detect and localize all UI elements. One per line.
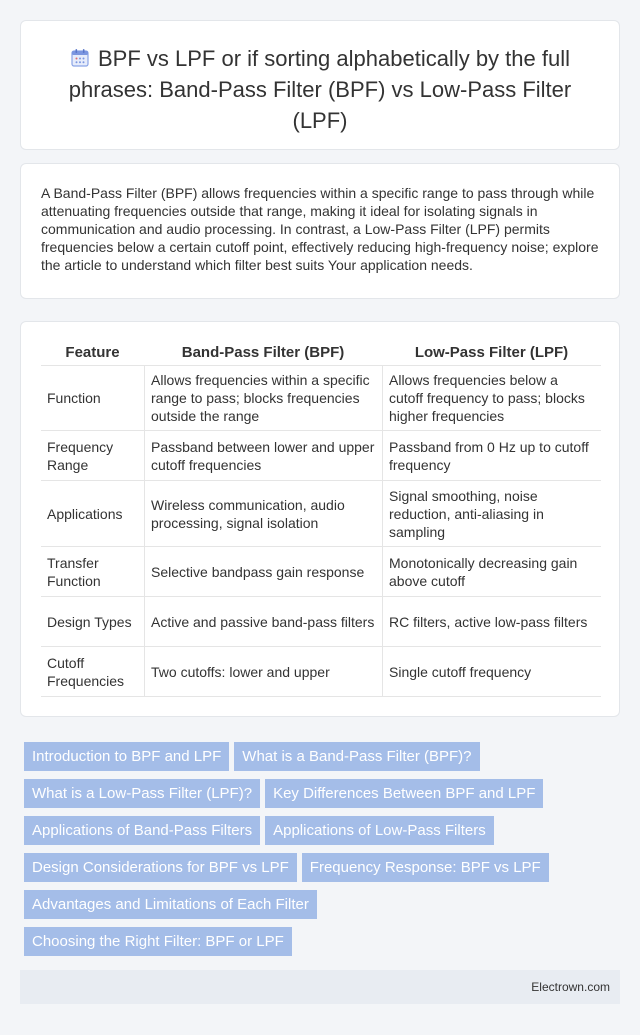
table-cell-bpf: Two cutoffs: lower and upper — [144, 647, 382, 697]
table-row — [41, 647, 601, 697]
table-cell-lpf: Passband from 0 Hz up to cutoff frequency — [382, 431, 601, 481]
table-row — [41, 597, 601, 647]
link-advantages-limitations[interactable]: Advantages and Limitations of Each Filter — [24, 890, 317, 919]
table-header: Feature — [41, 338, 144, 366]
table-cell-bpf: Passband between lower and upper cutoff frequencies — [144, 431, 382, 481]
intro-card — [20, 163, 620, 299]
page-title-text: BPF vs LPF or if sorting alphabetically by the full phrases: Band-Pass Filter (BPF) vs Low-Pass Filter (LPF) — [68, 46, 572, 133]
table-header-row — [41, 338, 601, 366]
comparison-table-card — [20, 321, 620, 717]
table-row — [41, 366, 601, 431]
intro-paragraph: A Band-Pass Filter (BPF) allows frequencies within a specific range to pass through while attenuating frequencies outside that range, making it ideal for isolating signals in communication and audio processing. In contrast, a Low-Pass Filter (LPF) permits frequencies below a certain cutoff point, effectively reducing high-frequency noise; explore the article to understand which filter best suits Your application needs. — [41, 185, 599, 273]
calendar-icon — [70, 45, 90, 65]
title-card — [20, 20, 620, 150]
table-row — [41, 481, 601, 547]
table-cell-feature: Applications — [41, 481, 144, 547]
comparison-table — [41, 338, 601, 697]
link-applications-bpf[interactable]: Applications of Band-Pass Filters — [24, 816, 260, 845]
table-cell-lpf: RC filters, active low-pass filters — [382, 597, 601, 647]
table-cell-bpf: Wireless communication, audio processing, signal isolation — [144, 481, 382, 547]
footer — [20, 970, 620, 1004]
link-applications-lpf[interactable]: Applications of Low-Pass Filters — [265, 816, 494, 845]
link-key-differences[interactable]: Key Differences Between BPF and LPF — [265, 779, 543, 808]
table-cell-lpf: Signal smoothing, noise reduction, anti-aliasing in sampling — [382, 481, 601, 547]
table-cell-lpf: Allows frequencies below a cutoff frequency to pass; blocks higher frequencies — [382, 366, 601, 431]
link-what-is-bpf[interactable]: What is a Band-Pass Filter (BPF)? — [234, 742, 479, 771]
table-cell-feature: Frequency Range — [41, 431, 144, 481]
footer-brand[interactable]: Electrown.com — [531, 980, 610, 994]
table-cell-bpf: Active and passive band-pass filters — [144, 597, 382, 647]
link-frequency-response[interactable]: Frequency Response: BPF vs LPF — [302, 853, 549, 882]
table-cell-feature: Function — [41, 366, 144, 431]
table-row — [41, 547, 601, 597]
table-cell-feature: Design Types — [41, 597, 144, 647]
page-title — [51, 43, 589, 136]
table-cell-feature: Cutoff Frequencies — [41, 647, 144, 697]
table-cell-lpf: Monotonically decreasing gain above cutoff — [382, 547, 601, 597]
table-header: Band-Pass Filter (BPF) — [144, 338, 382, 366]
table-cell-bpf: Allows frequencies within a specific range to pass; blocks frequencies outside the range — [144, 366, 382, 431]
table-row — [41, 431, 601, 481]
table-cell-feature: Transfer Function — [41, 547, 144, 597]
link-introduction[interactable]: Introduction to BPF and LPF — [24, 742, 229, 771]
link-choosing-filter[interactable]: Choosing the Right Filter: BPF or LPF — [24, 927, 292, 956]
link-what-is-lpf[interactable]: What is a Low-Pass Filter (LPF)? — [24, 779, 260, 808]
table-header: Low-Pass Filter (LPF) — [382, 338, 601, 366]
table-cell-bpf: Selective bandpass gain response — [144, 547, 382, 597]
link-design-considerations[interactable]: Design Considerations for BPF vs LPF — [24, 853, 297, 882]
article-links — [24, 742, 616, 964]
table-cell-lpf: Single cutoff frequency — [382, 647, 601, 697]
